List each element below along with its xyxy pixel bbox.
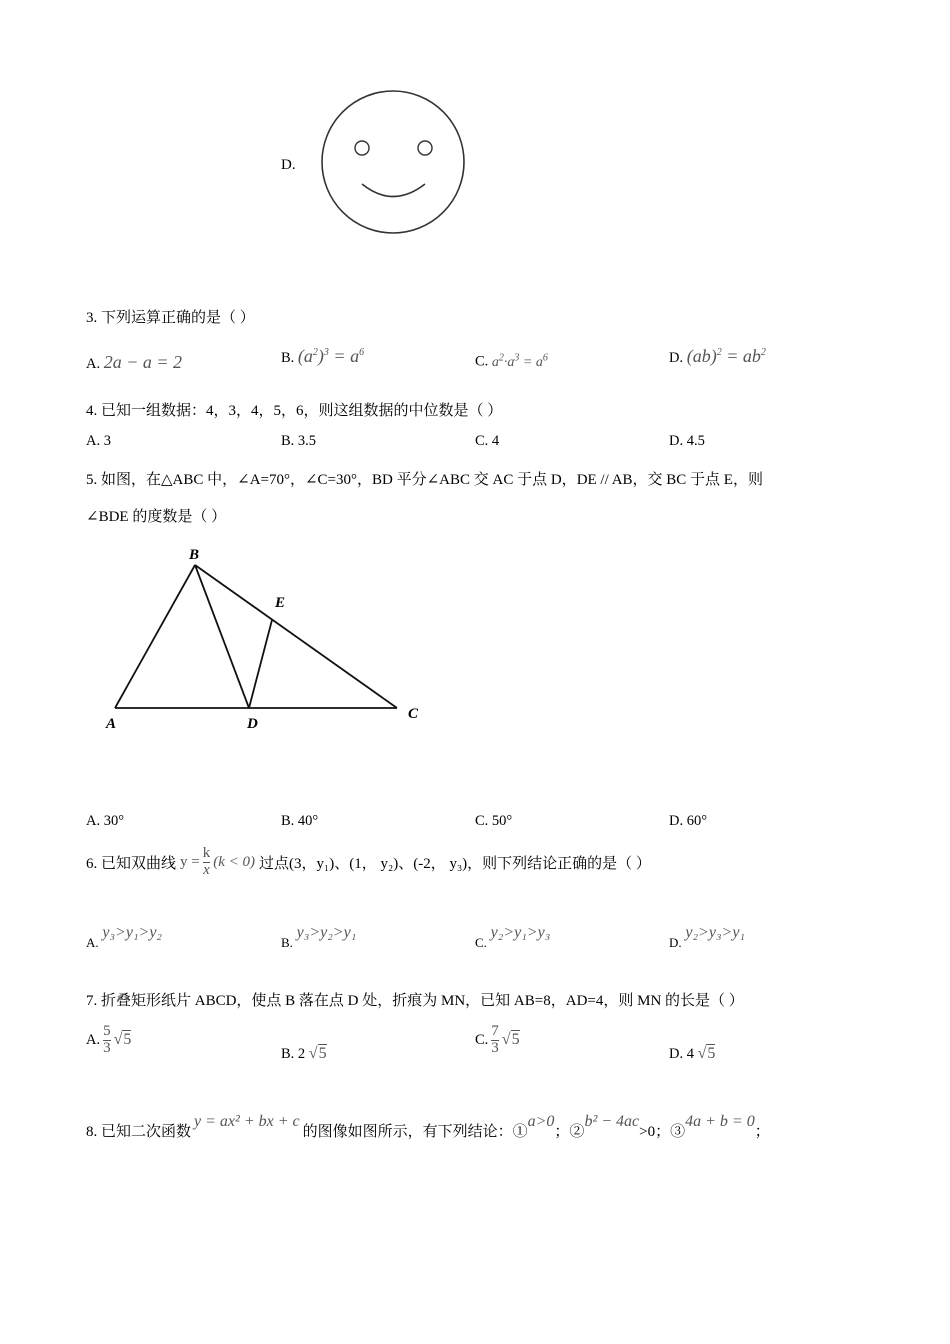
q6-option-b: B. y₃>y₂>y₁ bbox=[281, 924, 357, 950]
label-a: A bbox=[106, 716, 117, 732]
triangle-figure bbox=[100, 540, 440, 740]
q5-stem-line1: 5. 如图，在△ABC 中，∠A=70°，∠C=30°，BD 平分∠ABC 交 AC 于点 D，DE // AB，交 BC 于点 E，则 bbox=[86, 472, 763, 488]
q5-option-b: B. 40° bbox=[281, 813, 319, 829]
smiley-face-figure bbox=[318, 87, 468, 237]
q6-stem: 6. 已知双曲线 y = $\frac{k}{x}$ (k < 0) 过点(3，y₁)、(1， y₂)、(-2， y₃)，则下列结论正确的是（ ） bbox=[86, 845, 651, 878]
right-eye bbox=[418, 141, 432, 155]
label-e: E bbox=[275, 595, 286, 611]
label-d: D bbox=[247, 716, 258, 732]
q7-stem: 7. 折叠矩形纸片 ABCD，使点 B 落在点 D 处，折痕为 MN，已知 AB=8，AD=4，则 MN 的长是（ ） bbox=[86, 993, 744, 1009]
q6-option-d: D. y₂>y₃>y₁ bbox=[669, 924, 745, 950]
q6-option-c: C. y₂>y₁>y₃ bbox=[475, 924, 551, 950]
q8-stem: 8. 已知二次函数 y = ax² + bx + c 的图像如图所示，有下列结论：① a>0 ；② b² − 4ac >0；③ 4a + b = 0 ； bbox=[86, 1113, 770, 1140]
left-eye bbox=[355, 141, 369, 155]
q3-option-b: B. $(a^2)^3 = a^6$ bbox=[281, 346, 365, 366]
side-ab bbox=[115, 565, 195, 708]
q3-option-d: D. $(ab)^2 = ab^2$ bbox=[669, 346, 766, 366]
segment-bd bbox=[195, 565, 249, 708]
q4-option-b: B. 3.5 bbox=[281, 433, 317, 449]
q2-option-d-label: D. bbox=[281, 157, 296, 173]
q5-option-c: C. 50° bbox=[475, 813, 513, 829]
segment-de bbox=[249, 620, 272, 708]
q7-option-d: D. 4 √5 bbox=[669, 1045, 716, 1062]
smile-mouth bbox=[362, 184, 425, 197]
face-outline bbox=[322, 91, 464, 233]
side-bc bbox=[195, 565, 397, 708]
q5-stem-line2: ∠BDE 的度数是（ ） bbox=[86, 509, 227, 525]
q7-option-b: B. 2 √5 bbox=[281, 1045, 327, 1062]
label-b: B bbox=[189, 547, 200, 563]
q5-option-d: D. 60° bbox=[669, 813, 708, 829]
label-c: C bbox=[408, 706, 419, 722]
q4-option-d: D. 4.5 bbox=[669, 433, 705, 449]
q5-option-a: A. 30° bbox=[86, 813, 125, 829]
q3-option-c: C. $a^2\cdot a^3 = a^6$ bbox=[475, 352, 548, 370]
q3-stem: 3. 下列运算正确的是（ ） bbox=[86, 310, 255, 326]
q6-option-a: A. y₃>y₁>y₂ bbox=[86, 924, 162, 950]
q4-option-c: C. 4 bbox=[475, 433, 500, 449]
q3-option-a: A. 2a − a = 2 bbox=[86, 352, 183, 372]
q7-option-a: A. $\frac{5}{3}$ √5 bbox=[86, 1023, 132, 1056]
q4-option-a: A. 3 bbox=[86, 433, 111, 449]
q4-stem: 4. 已知一组数据：4，3，4，5，6，则这组数据的中位数是（ ） bbox=[86, 403, 503, 419]
q7-option-c: C. $\frac{7}{3}$ √5 bbox=[475, 1023, 520, 1056]
